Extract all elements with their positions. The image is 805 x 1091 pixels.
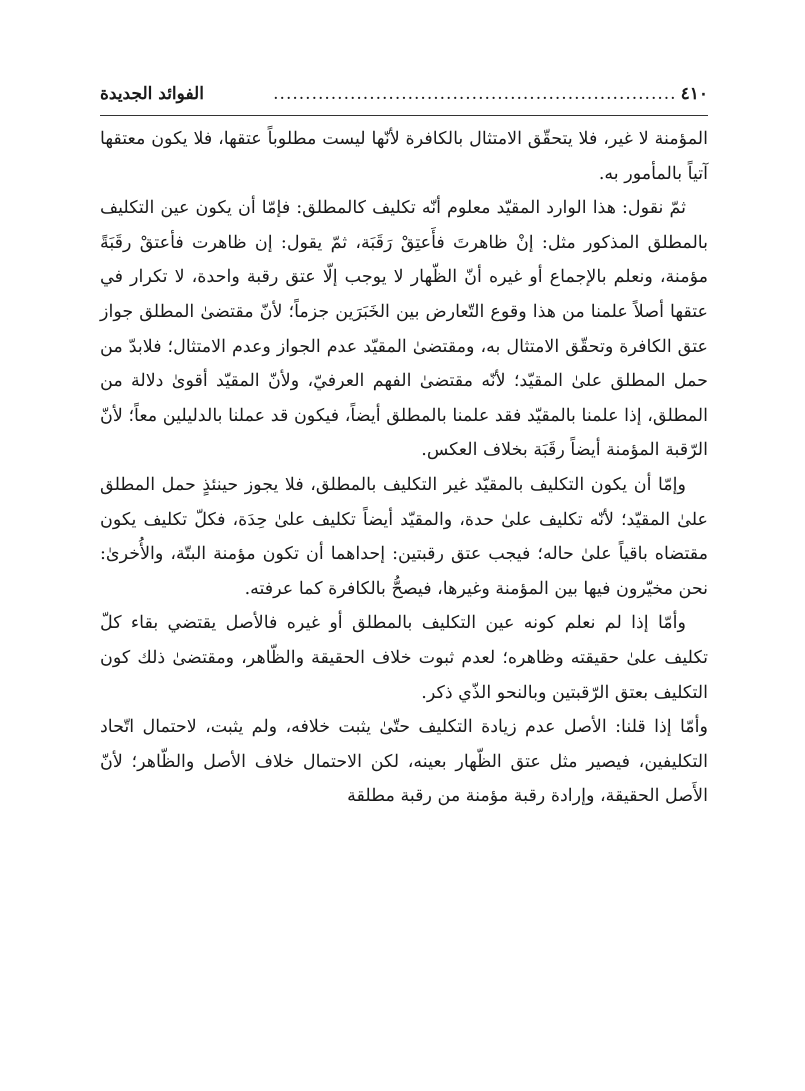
header-leader-dots: ............................................................... — [273, 84, 677, 104]
paragraph: وأمّا إذا قلنا: الأصل عدم زيادة التكليف حتّىٰ يثبت خلافه، ولم يثبت، لاحتمال اتّحاد التكليفين، فيصير مثل عتق الظّهار بعينه، لكن الاحتمال خلاف الأصل والظّاهر؛ لأنّ الأَصل الحقيقة، وإرادة رقبة مؤمنة من رقبة مطلقة — [100, 717, 708, 807]
book-title: الفوائد الجديدة — [100, 84, 204, 104]
paragraph: المؤمنة لا غير، فلا يتحقّق الامتثال بالكافرة لأنّها ليست مطلوباً عتقها، فلا يكون معتقها آتياً بالمأمور به. — [100, 129, 708, 184]
paragraph: وأمّا إذا لم نعلم كونه عين التكليف بالمطلق أو غيره فالأصل يقتضي بقاء كلّ تكليف علىٰ حقيقته وظاهره؛ لعدم ثبوت خلاف الحقيقة والظّاهر، ومقتضىٰ ذلك كون التكليف بعتق الرّقبتين وبالنحو الذّي ذكر. — [100, 613, 708, 703]
body-text — [100, 122, 708, 814]
header-rule — [100, 115, 708, 116]
paragraph: وإمّا أن يكون التكليف بالمقيّد غير التكليف بالمطلق، فلا يجوز حينئذٍ حمل المطلق علىٰ المقيّد؛ لأنّه تكليف علىٰ حدة، والمقيّد أيضاً تكليف علىٰ حِدَة، فكلّ تكليف يكون مقتضاه باقياً علىٰ حاله؛ فيجب عتق رقبتين: إحداهما أن تكون مؤمنة البتّة، والأُخرىٰ: نحن مخيّرون فيها بين المؤمنة وغيرها، فيصحُّ بالكافرة كما عرفته. — [100, 474, 708, 599]
running-header — [100, 84, 708, 114]
page-number: ٤١٠ — [680, 84, 708, 104]
paragraph: ثمّ نقول: هذا الوارد المقيّد معلوم أنّه تكليف كالمطلق: فإمّا أن يكون عين التكليف بالمطلق المذكور مثل: إنْ ظاهرتَ فأَعتِقْ رَقَبَة، ثمّ يقول: إن ظاهرت فأعتقْ رقَبَةً مؤمنة، ونعلم بالإجماع أو غيره أنّ الظّهار لا يوجب إلّا عتق رقبة واحدة، لا تكرار في عتقها أصلاً علمنا من هذا وقوع التّعارض بين الخَبَرَين جزماً؛ لأنّ مقتضىٰ المطلق جواز عتق الكافرة وتحقّق الامتثال به، ومقتضىٰ المقيّد عدم الجواز وعدم الامتثال؛ فلابدّ من حمل المطلق علىٰ المقيّد؛ لأنّه مقتضىٰ الفهم العرفيّ، ولأنّ المقيّد أقوىٰ دلالة من المطلق، إذا علمنا بالمقيّد فقد علمنا بالمطلق أيضاً، فيكون قد عملنا بالدليلين معاً؛ لأنّ الرّقبة المؤمنة أيضاً رقَبَة بخلاف العكس. — [100, 198, 708, 461]
